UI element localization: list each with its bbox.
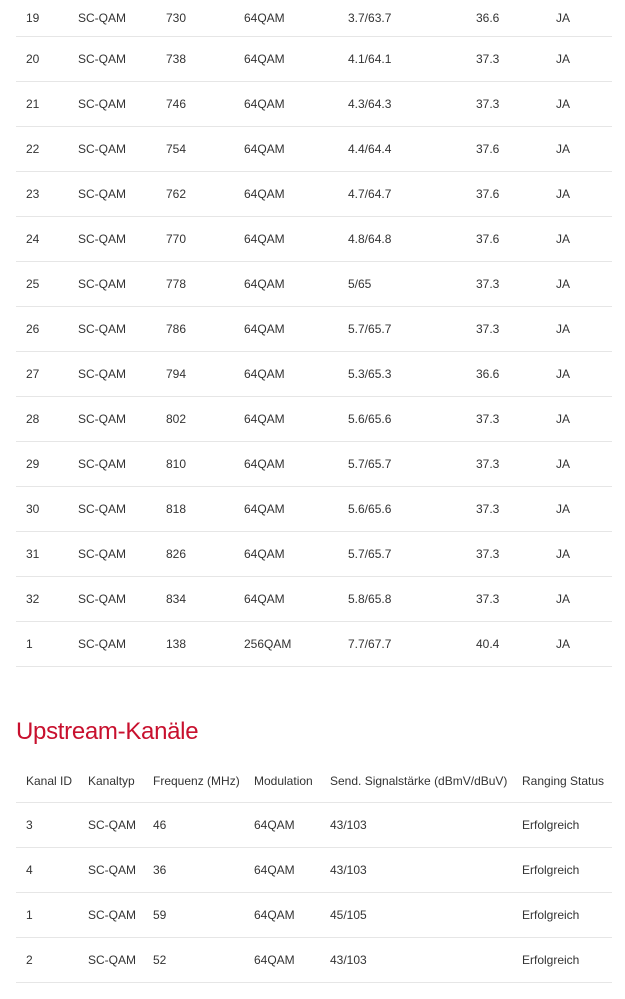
cell-snr: 37.6 [476,141,500,156]
table-row [16,848,612,893]
cell-frequenz: 810 [166,456,187,471]
table-row [16,803,612,848]
cell-snr: 37.3 [476,96,500,111]
cell-modulation: 64QAM [244,10,285,25]
column-header-signalstaerke: Send. Signalstärke (dBmV/dBuV) [320,760,512,803]
cell-kanal-id: 29 [26,456,40,471]
cell-snr: 37.3 [476,321,500,336]
cell-snr: 37.6 [476,231,500,246]
cell-modulation: 64QAM [244,186,285,201]
cell-modulation: 64QAM [244,456,285,471]
cell-signalstaerke: 5.6/65.6 [348,411,392,426]
cell-kanaltyp: SC-QAM [88,818,136,832]
cell-kanaltyp: SC-QAM [78,276,126,291]
cell-kanal-id: 19 [26,10,40,25]
cell-kanaltyp: SC-QAM [88,863,136,877]
cell-snr: 36.6 [476,366,500,381]
cell-signalstaerke: 5/65 [348,276,372,291]
cell-kanaltyp: SC-QAM [78,636,126,651]
cell-kanaltyp: SC-QAM [78,366,126,381]
cell-frequenz: 818 [166,501,187,516]
cell-kanaltyp: SC-QAM [78,10,126,25]
cell-locked: JA [556,411,571,426]
cell-frequenz: 786 [166,321,187,336]
cell-kanal-id: 1 [26,908,33,922]
cell-locked: JA [556,366,571,381]
table-row [16,351,612,396]
cell-signalstaerke: 5.7/65.7 [348,546,392,561]
cell-signalstaerke: 5.6/65.6 [348,501,392,516]
cell-signalstaerke: 43/103 [330,953,367,967]
table-row [16,126,612,171]
cell-locked: JA [556,321,571,336]
cell-signalstaerke: 43/103 [330,863,367,877]
cell-modulation: 64QAM [244,141,285,156]
cell-frequenz: 762 [166,186,187,201]
cell-modulation: 64QAM [244,411,285,426]
cell-snr: 36.6 [476,10,500,25]
table-row [16,938,612,983]
cell-modulation: 64QAM [244,591,285,606]
cell-kanaltyp: SC-QAM [88,953,136,967]
cell-ranging-status: Erfolgreich [522,863,580,877]
table-row [16,81,612,126]
table-row [16,441,612,486]
cell-kanal-id: 28 [26,411,40,426]
table-row [16,306,612,351]
cell-locked: JA [556,591,571,606]
cell-snr: 37.6 [476,186,500,201]
column-header-ranging-status: Ranging Status [512,760,612,803]
cell-kanal-id: 30 [26,501,40,516]
cell-kanaltyp: SC-QAM [78,546,126,561]
cell-locked: JA [556,231,571,246]
cell-kanaltyp: SC-QAM [78,456,126,471]
cell-modulation: 64QAM [244,276,285,291]
cell-frequenz: 746 [166,96,187,111]
table-row [16,576,612,621]
cell-frequenz: 826 [166,546,187,561]
cell-kanaltyp: SC-QAM [78,186,126,201]
cell-snr: 37.3 [476,456,500,471]
cell-kanaltyp: SC-QAM [78,96,126,111]
cell-kanal-id: 31 [26,546,40,561]
cell-kanal-id: 1 [26,636,33,651]
cell-kanal-id: 21 [26,96,40,111]
cell-frequenz: 138 [166,636,187,651]
cell-frequenz: 834 [166,591,187,606]
cell-snr: 37.3 [476,591,500,606]
cell-signalstaerke: 45/105 [330,908,367,922]
table-row [16,893,612,938]
cell-snr: 37.3 [476,411,500,426]
cell-frequenz: 730 [166,10,187,25]
cell-modulation: 64QAM [254,953,295,967]
cell-snr: 37.3 [476,276,500,291]
cell-locked: JA [556,141,571,156]
table-row [16,0,612,36]
table-row [16,261,612,306]
cell-frequenz: 778 [166,276,187,291]
cell-signalstaerke: 5.3/65.3 [348,366,392,381]
cell-modulation: 64QAM [244,51,285,66]
table-row [16,216,612,261]
cell-kanaltyp: SC-QAM [78,321,126,336]
cell-kanal-id: 23 [26,186,40,201]
cell-signalstaerke: 5.7/65.7 [348,456,392,471]
cell-kanal-id: 26 [26,321,40,336]
cell-locked: JA [556,456,571,471]
cell-signalstaerke: 4.1/64.1 [348,51,392,66]
cell-locked: JA [556,276,571,291]
cell-kanal-id: 24 [26,231,40,246]
cell-kanaltyp: SC-QAM [78,141,126,156]
cell-kanal-id: 20 [26,51,40,66]
cell-modulation: 64QAM [244,321,285,336]
cell-frequenz: 794 [166,366,187,381]
cell-modulation: 64QAM [244,366,285,381]
cell-signalstaerke: 4.7/64.7 [348,186,392,201]
channel-status-page [16,0,612,967]
upstream-table [16,760,612,983]
cell-frequenz: 754 [166,141,187,156]
cell-locked: JA [556,10,571,25]
cell-modulation: 64QAM [254,863,295,877]
cell-kanal-id: 27 [26,366,40,381]
cell-frequenz: 770 [166,231,187,246]
column-header-kanal-id: Kanal ID [16,760,78,803]
cell-kanaltyp: SC-QAM [78,591,126,606]
cell-signalstaerke: 3.7/63.7 [348,10,392,25]
cell-signalstaerke: 5.7/65.7 [348,321,392,336]
cell-kanaltyp: SC-QAM [78,51,126,66]
cell-kanal-id: 2 [26,953,33,967]
cell-signalstaerke: 4.3/64.3 [348,96,392,111]
cell-signalstaerke: 4.4/64.4 [348,141,392,156]
cell-kanal-id: 32 [26,591,40,606]
cell-frequenz: 46 [153,818,167,832]
cell-modulation: 64QAM [254,908,295,922]
cell-frequenz: 52 [153,953,167,967]
cell-modulation: 64QAM [254,818,295,832]
cell-frequenz: 802 [166,411,187,426]
cell-snr: 37.3 [476,546,500,561]
cell-kanal-id: 25 [26,276,40,291]
table-row [16,36,612,81]
cell-locked: JA [556,51,571,66]
downstream-table [16,0,612,667]
cell-snr: 37.3 [476,501,500,516]
cell-modulation: 256QAM [244,636,292,651]
column-header-modulation: Modulation [244,760,320,803]
column-header-kanaltyp: Kanaltyp [78,760,143,803]
cell-locked: JA [556,501,571,516]
cell-locked: JA [556,636,571,651]
upstream-header-row [16,760,612,803]
table-row [16,171,612,216]
cell-modulation: 64QAM [244,501,285,516]
cell-signalstaerke: 7.7/67.7 [348,636,392,651]
cell-modulation: 64QAM [244,231,285,246]
cell-kanaltyp: SC-QAM [78,501,126,516]
cell-kanaltyp: SC-QAM [88,908,136,922]
cell-snr: 40.4 [476,636,500,651]
cell-kanal-id: 22 [26,141,40,156]
cell-kanaltyp: SC-QAM [78,231,126,246]
upstream-section-title: Upstream-Kanäle [16,718,199,745]
cell-locked: JA [556,96,571,111]
cell-frequenz: 36 [153,863,167,877]
table-row [16,531,612,576]
cell-ranging-status: Erfolgreich [522,818,580,832]
cell-signalstaerke: 4.8/64.8 [348,231,392,246]
cell-signalstaerke: 5.8/65.8 [348,591,392,606]
cell-signalstaerke: 43/103 [330,818,367,832]
cell-kanaltyp: SC-QAM [78,411,126,426]
column-header-frequenz: Frequenz (MHz) [143,760,244,803]
cell-frequenz: 59 [153,908,167,922]
cell-locked: JA [556,546,571,561]
cell-frequenz: 738 [166,51,187,66]
cell-ranging-status: Erfolgreich [522,908,580,922]
cell-snr: 37.3 [476,51,500,66]
cell-locked: JA [556,186,571,201]
cell-ranging-status: Erfolgreich [522,953,580,967]
table-row [16,396,612,441]
cell-kanal-id: 3 [26,818,33,832]
cell-modulation: 64QAM [244,96,285,111]
table-row [16,486,612,531]
cell-modulation: 64QAM [244,546,285,561]
cell-kanal-id: 4 [26,863,33,877]
table-row [16,621,612,666]
